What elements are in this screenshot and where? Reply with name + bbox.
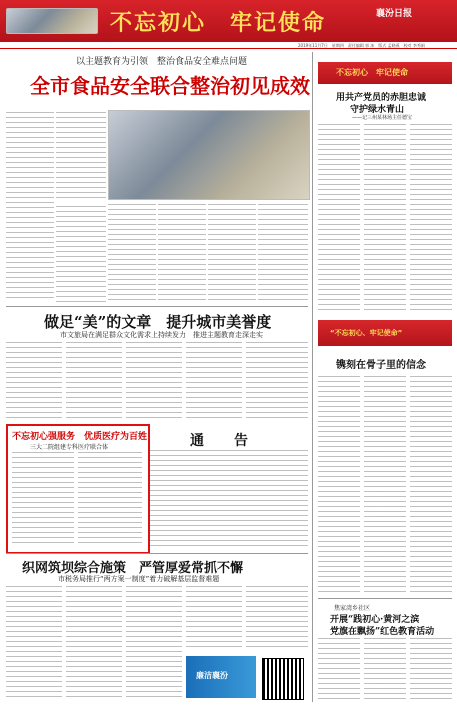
notice-text bbox=[150, 450, 308, 548]
sidebar-top-text-col1 bbox=[318, 124, 360, 314]
sidebar-bottom-text-col2 bbox=[364, 638, 406, 700]
boxed-headline: 不忘初心强服务 优质医疗为百姓 bbox=[12, 432, 148, 442]
sidebar-top-title1: 用共产党员的赤胆忠诚 bbox=[336, 93, 427, 103]
third-text-col3 bbox=[126, 586, 182, 700]
sidebar-divider bbox=[318, 598, 452, 599]
lead-text-col0 bbox=[6, 112, 54, 302]
sidebar-mid-text-col2 bbox=[364, 376, 406, 594]
lead-text-col4 bbox=[158, 204, 206, 302]
second-text-col4 bbox=[186, 342, 242, 422]
ad-label: 廉洁襄汾 bbox=[196, 671, 228, 680]
sidebar-mid-header-text: “不忘初心、牢记使命” bbox=[330, 329, 403, 337]
lead-text-col5 bbox=[208, 204, 256, 302]
dateline: 2019年11月7日 星期四 责任编辑 郭 冰 版式 孟晓燕 校对 李秀娟 bbox=[298, 43, 425, 48]
boxed-subhead: 三大二院组建专科医疗联合体 bbox=[30, 444, 109, 451]
lead-kicker: 以主题教育为引领 整治食品安全难点问题 bbox=[76, 57, 248, 67]
second-text-col5 bbox=[246, 342, 308, 422]
third-headline: 织网筑坝综合施策 严管厚爱常抓不懈 bbox=[22, 561, 244, 576]
sidebar-top-text-col2 bbox=[364, 124, 406, 314]
divider-2 bbox=[6, 553, 308, 554]
lead-photo bbox=[108, 110, 310, 200]
boxed-text-col2 bbox=[78, 452, 142, 546]
second-headline: 做足“美”的文章 提升城市美誉度 bbox=[44, 313, 272, 331]
notice-title: 通 告 bbox=[190, 433, 256, 449]
third-text-col4 bbox=[186, 586, 242, 650]
sidebar-top-text-col3 bbox=[410, 124, 452, 314]
sidebar-mid-text-col3 bbox=[410, 376, 452, 594]
sidebar-bottom-title1: 开展“践初心·黄河之滨 bbox=[330, 615, 420, 625]
sidebar-bottom-title2: 党旗在飘扬”红色教育活动 bbox=[330, 627, 435, 637]
header-rule bbox=[0, 48, 457, 49]
second-text-col3 bbox=[126, 342, 182, 422]
boxed-text-col1 bbox=[12, 452, 74, 546]
sidebar-mid-title: 镌刻在骨子里的信念 bbox=[336, 360, 426, 371]
sidebar-top-header-text: 不忘初心 牢记使命 bbox=[336, 67, 408, 77]
lead-headline: 全市食品安全联合整治初见成效 bbox=[30, 74, 310, 98]
third-text-col5 bbox=[246, 586, 308, 650]
banner-title: 不忘初心 牢记使命 bbox=[110, 10, 327, 36]
sidebar-top-sub: ——记三州某林场主任德宝 bbox=[352, 115, 413, 121]
second-subhead: 市文旅局在满足群众文化需求上持续发力 推进主题教育走深走实 bbox=[60, 331, 263, 339]
lead-text-col3 bbox=[108, 204, 156, 302]
lead-text-col6 bbox=[258, 204, 308, 302]
qr-code bbox=[262, 658, 304, 700]
third-text-col2 bbox=[66, 586, 122, 700]
sidebar-top-title2: 守护绿水青山 bbox=[350, 105, 405, 115]
sidebar-bottom-kicker: 焦家湾乡社区 bbox=[334, 605, 371, 612]
column-divider bbox=[312, 52, 313, 702]
third-text-col1 bbox=[6, 586, 62, 700]
lead-text-col1 bbox=[56, 112, 106, 202]
second-text-col2 bbox=[66, 342, 122, 422]
masthead: 襄汾日报 bbox=[376, 9, 413, 19]
third-subhead: 市税务局推行“两方案一制度”着力破解基层监督难题 bbox=[58, 575, 220, 583]
sidebar-bottom-text-col1 bbox=[318, 638, 360, 700]
banner-photo bbox=[6, 8, 98, 34]
sidebar-mid-text-col1 bbox=[318, 376, 360, 594]
lead-text-col2 bbox=[56, 206, 106, 302]
divider-1 bbox=[6, 306, 308, 307]
second-text-col1 bbox=[6, 342, 62, 422]
sidebar-bottom-text-col3 bbox=[410, 638, 452, 700]
